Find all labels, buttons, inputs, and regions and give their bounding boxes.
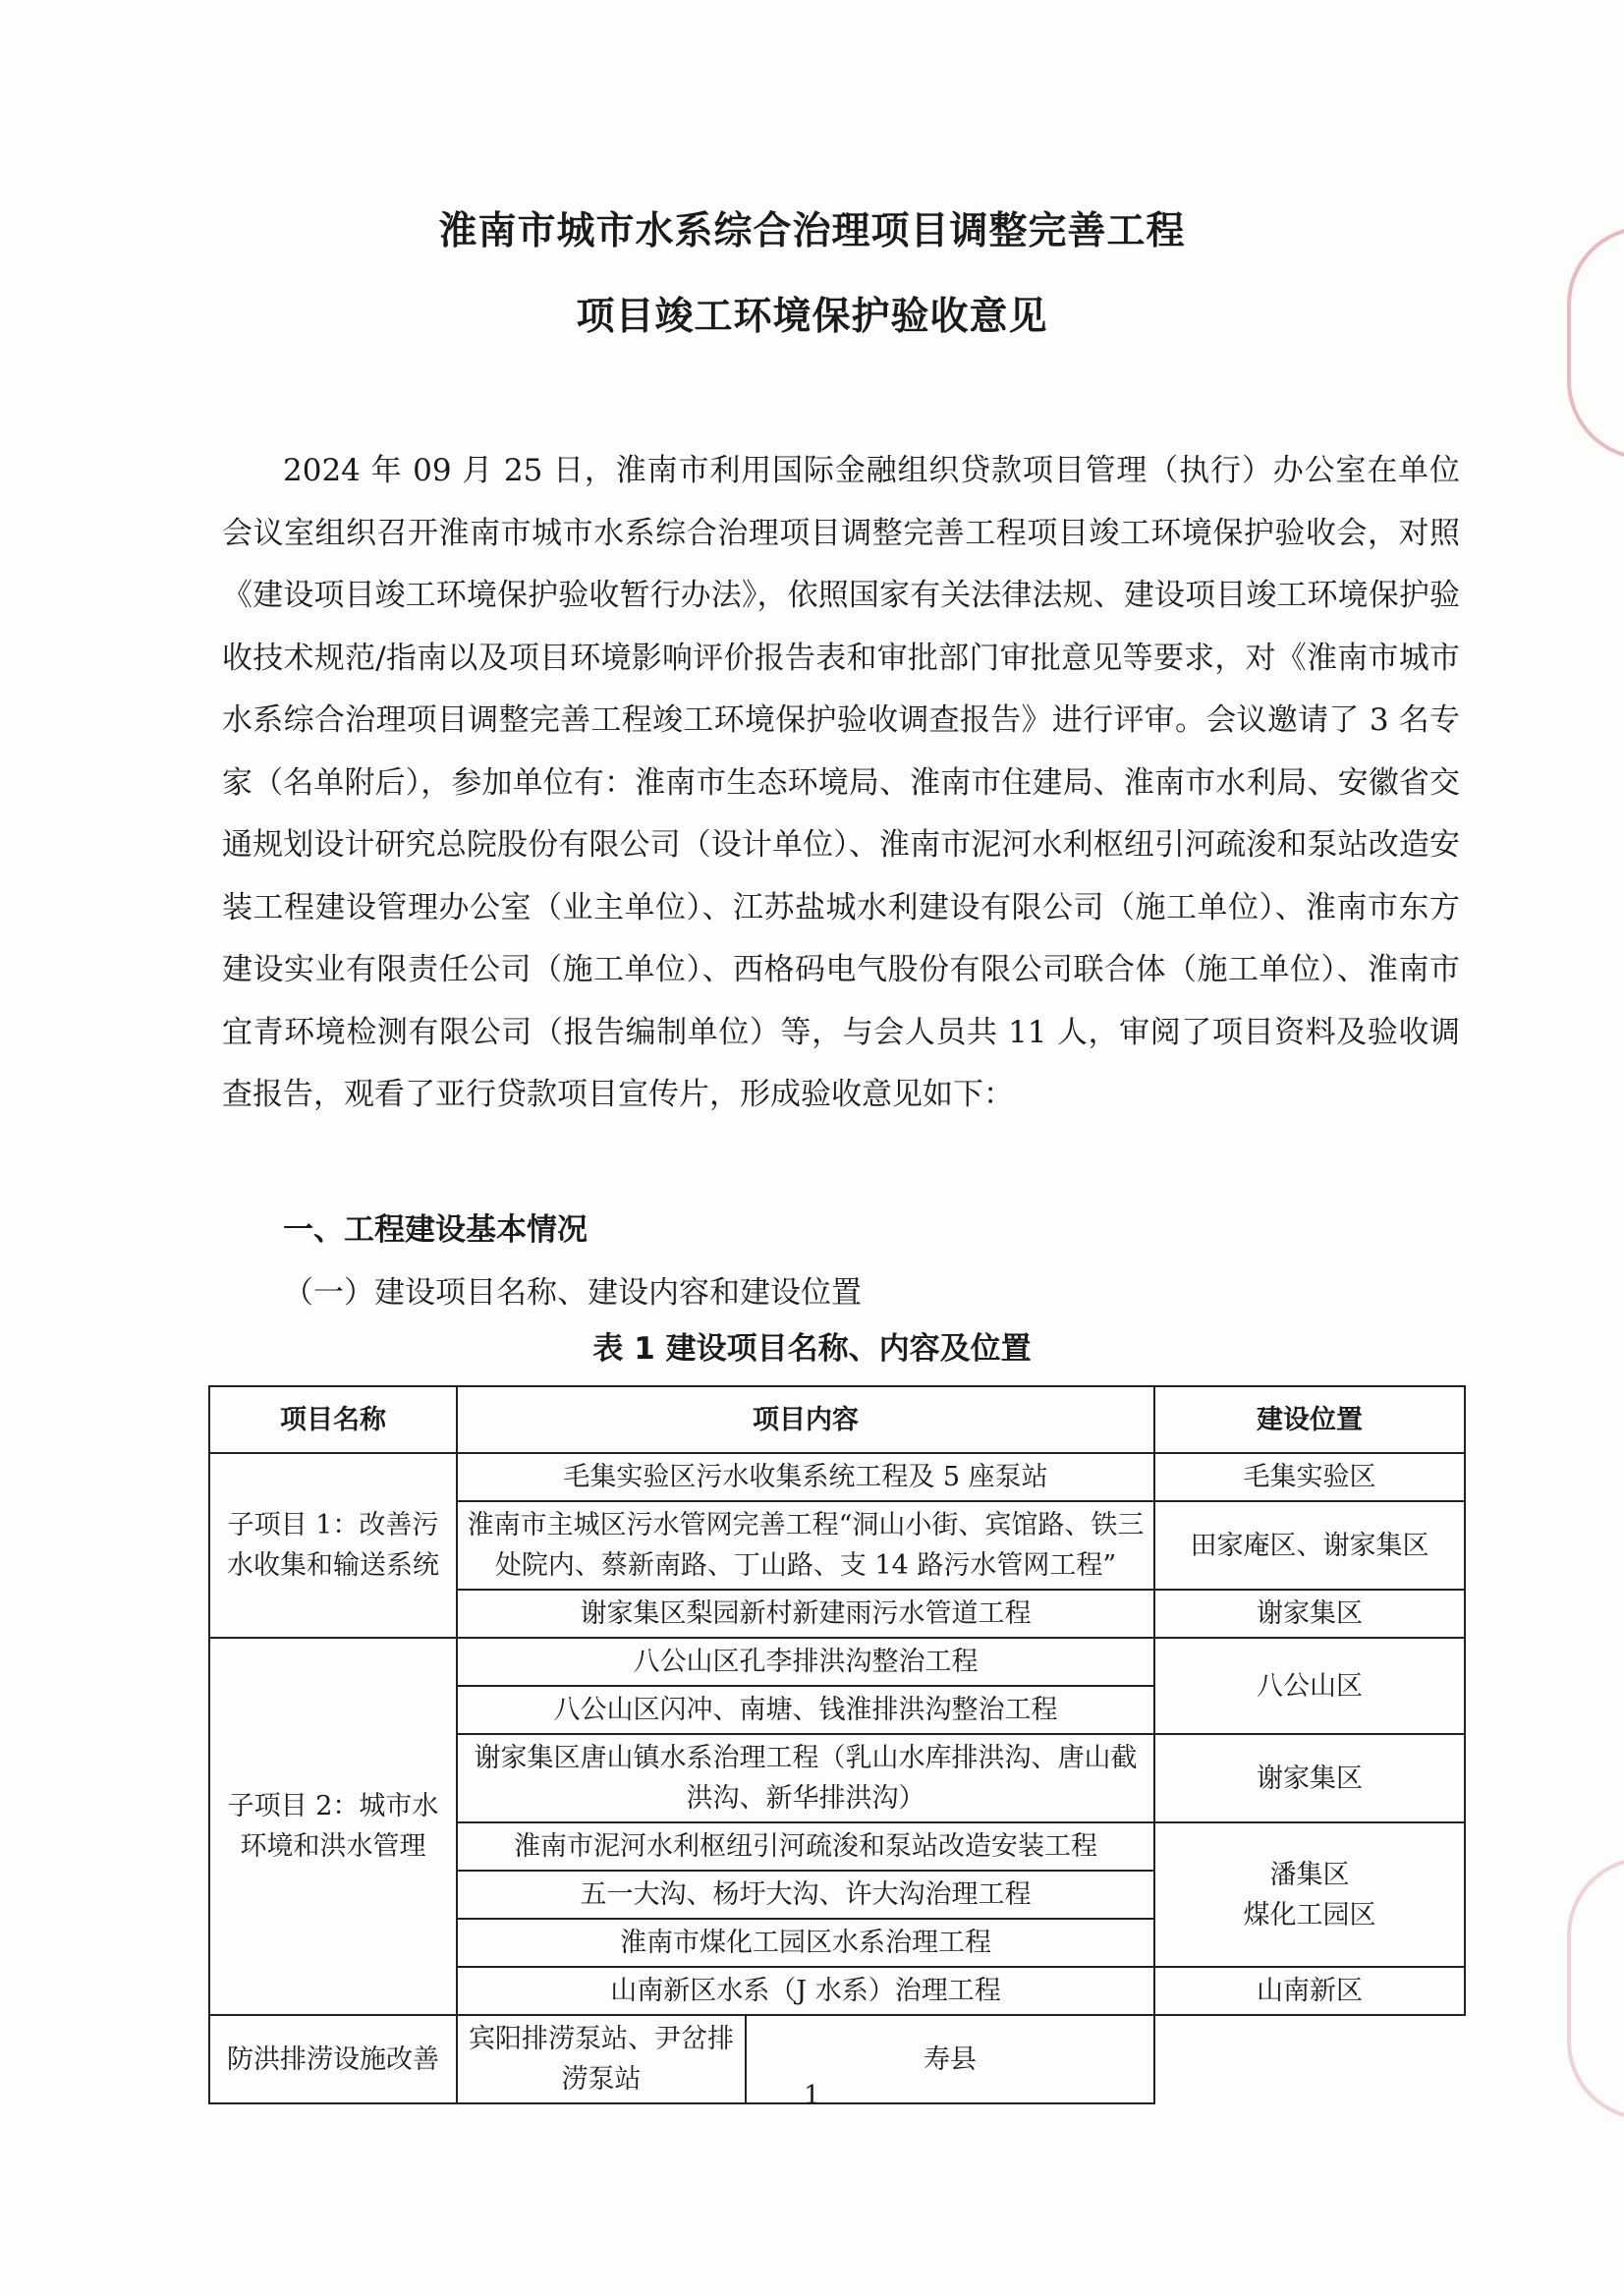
table-row <box>209 1453 1465 1501</box>
table-row <box>209 1638 1465 1686</box>
location-cell: 谢家集区 <box>1154 1734 1465 1822</box>
seal-stamp-fragment <box>1567 226 1624 460</box>
header-project-name: 项目名称 <box>209 1386 457 1453</box>
subproject-2-cell: 子项目 2：城市水环境和洪水管理 <box>209 1638 457 2015</box>
table-header-row <box>209 1386 1465 1453</box>
content-cell: 八公山区孔李排洪沟整治工程 <box>457 1638 1154 1686</box>
header-project-content: 项目内容 <box>457 1386 1154 1453</box>
content-cell: 宾阳排涝泵站、尹岔排涝泵站 <box>457 2015 746 2103</box>
content-cell: 谢家集区唐山镇水系治理工程（乳山水库排洪沟、唐山截洪沟、新华排洪沟） <box>457 1734 1154 1822</box>
location-cell: 寿县 <box>746 2015 1154 2103</box>
header-location: 建设位置 <box>1154 1386 1465 1453</box>
content-cell: 淮南市泥河水利枢纽引河疏浚和泵站改造安装工程 <box>457 1822 1154 1871</box>
location-cell: 山南新区 <box>1154 1967 1465 2015</box>
content-cell: 谢家集区梨园新村新建雨污水管道工程 <box>457 1590 1154 1638</box>
content-cell: 五一大沟、杨圩大沟、许大沟治理工程 <box>457 1871 1154 1919</box>
document-title-line2: 项目竣工环境保护验收意见 <box>576 295 1048 339</box>
page-number: 1 <box>804 2081 820 2110</box>
intro-paragraph: 2024 年 09 月 25 日，淮南市利用国际金融组织贷款项目管理（执行）办公室在单位会议室组织召开淮南市城市水系综合治理项目调整完善工程项目竣工环境保护验收会，对照《建设项目竣工环境保护验收暂行办法》，依照国家有关法律法规、建设项目竣工环境保护验收技术规范/指南以及项目环境影响评价报告表和审批部门审批意见等要求，对《淮南市城市水系综合治理项目调整完善工程竣工环境保护验收调查报告》进行评审。会议邀请了 3 名专家（名单附后），参加单位有：淮南市生态环境局、淮南市住建局、淮南市水利局、安徽省交通规划设计研究总院股份有限公司（设计单位）、淮南市泥河水利枢纽引河疏浚和泵站改造安装工程建设管理办公室（业主单位）、江苏盐城水利建设有限公司（施工单位）、淮南市东方建设实业有限责任公司（施工单位）、西格码电气股份有限公司联合体（施工单位）、淮南市宜青环境检测有限公司（报告编制单位）等，与会人员共 11 人，审阅了项目资料及验收调查报告，观看了亚行贷款项目宣传片，形成验收意见如下： <box>222 453 1460 1112</box>
location-cell: 八公山区 <box>1154 1638 1465 1734</box>
document-title-line1: 淮南市城市水系综合治理项目调整完善工程 <box>438 209 1186 253</box>
table-caption: 表 1 建设项目名称、内容及位置 <box>592 1331 1032 1367</box>
location-cell: 谢家集区 <box>1154 1590 1465 1638</box>
subproject-1-cell: 子项目 1：改善污水收集和输送系统 <box>209 1453 457 1638</box>
content-category-cell: 防洪排涝设施改善 <box>209 2015 457 2103</box>
section-heading: 一、工程建设基本情况 <box>283 1212 588 1248</box>
content-cell: 毛集实验区污水收集系统工程及 5 座泵站 <box>457 1453 1154 1501</box>
location-cell: 潘集区 煤化工园区 <box>1154 1822 1465 1967</box>
content-cell: 淮南市主城区污水管网完善工程“洞山小街、宾馆路、铁三处院内、蔡新南路、丁山路、支 14 路污水管网工程” <box>457 1501 1154 1590</box>
content-cell: 淮南市煤化工园区水系治理工程 <box>457 1919 1154 1967</box>
project-table <box>208 1385 1466 2104</box>
content-cell: 八公山区闪冲、南塘、钱淮排洪沟整治工程 <box>457 1686 1154 1734</box>
content-cell: 山南新区水系（J 水系）治理工程 <box>457 1967 1154 2015</box>
location-cell: 毛集实验区 <box>1154 1453 1465 1501</box>
subsection-heading: （一）建设项目名称、建设内容和建设位置 <box>283 1275 862 1311</box>
location-cell: 田家庵区、谢家集区 <box>1154 1501 1465 1590</box>
